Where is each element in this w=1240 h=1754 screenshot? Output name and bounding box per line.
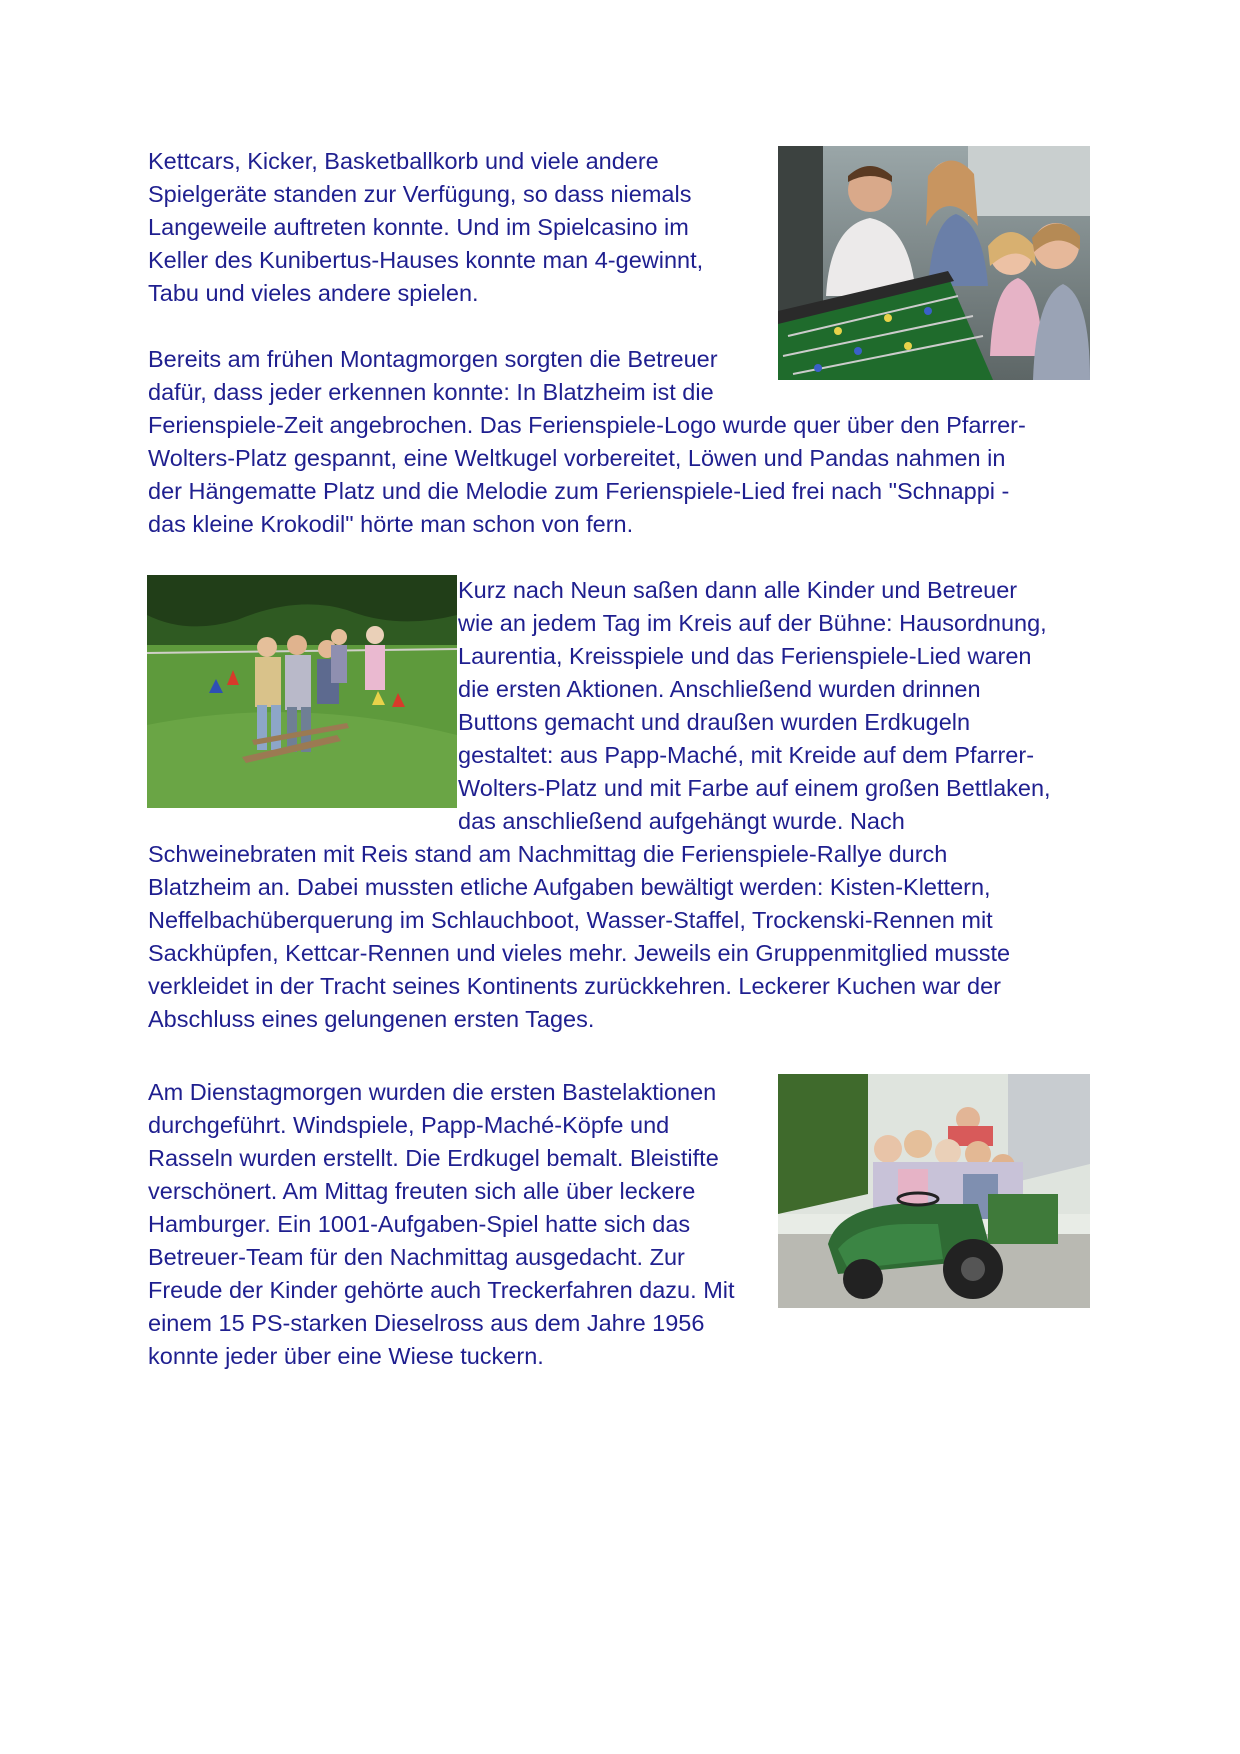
text-line: Kettcars, Kicker, Basketballkorb und viele andere bbox=[148, 148, 659, 174]
text-line: Keller des Kunibertus-Hauses konnte man 4-gewinnt, bbox=[148, 247, 704, 273]
text-line: Rasseln wurden erstellt. Die Erdkugel bemalt. Bleistifte bbox=[148, 1145, 719, 1171]
text-line: einem 15 PS-starken Dieselross aus dem Jahre 1956 bbox=[148, 1310, 705, 1336]
text-line: durchgeführt. Windspiele, Papp-Maché-Köpfe und bbox=[148, 1112, 670, 1138]
text-line: Blatzheim an. Dabei mussten etliche Aufgaben bewältigt werden: Kisten-Klettern, bbox=[148, 874, 991, 900]
text-line: wie an jedem Tag im Kreis auf der Bühne: Hausordnung, bbox=[458, 610, 1047, 636]
text-line: der Hängematte Platz und die Melodie zum Ferienspiele-Lied frei nach "Schnappi - bbox=[148, 478, 1010, 504]
text-line: gestaltet: aus Papp-Maché, mit Kreide auf dem Pfarrer- bbox=[458, 742, 1035, 768]
text-line: das kleine Krokodil" hörte man schon von fern. bbox=[148, 511, 634, 537]
text-line: die ersten Aktionen. Anschließend wurden drinnen bbox=[458, 676, 981, 702]
text-line: dafür, dass jeder erkennen konnte: In Blatzheim ist die bbox=[148, 379, 714, 405]
text-line: Tabu und vieles andere spielen. bbox=[148, 280, 479, 306]
text-line: Hamburger. Ein 1001-Aufgaben-Spiel hatte sich das bbox=[148, 1211, 691, 1237]
text-line: Schweinebraten mit Reis stand am Nachmittag die Ferienspiele-Rallye durch bbox=[148, 841, 948, 867]
text-line: Abschluss eines gelungenen ersten Tages. bbox=[148, 1006, 595, 1032]
text-line: Kurz nach Neun saßen dann alle Kinder und Betreuer bbox=[458, 577, 1018, 603]
lawn-games-photo bbox=[147, 575, 457, 808]
text-line: das anschließend aufgehängt wurde. Nach bbox=[458, 808, 905, 834]
text-line: verschönert. Am Mittag freuten sich alle über leckere bbox=[148, 1178, 696, 1204]
text-line: konnte jeder über eine Wiese tuckern. bbox=[148, 1343, 544, 1369]
text-line: Am Dienstagmorgen wurden die ersten Bastelaktionen bbox=[148, 1079, 717, 1105]
text-line: Laurentia, Kreisspiele und das Ferienspiele-Lied waren bbox=[458, 643, 1032, 669]
tractor-photo bbox=[778, 1074, 1090, 1308]
text-line: Sackhüpfen, Kettcar-Rennen und vieles mehr. Jeweils ein Gruppenmitglied musste bbox=[148, 940, 1011, 966]
text-line: Bereits am frühen Montagmorgen sorgten die Betreuer bbox=[148, 346, 718, 372]
foosball-photo bbox=[778, 146, 1090, 380]
text-line: Betreuer-Team für den Nachmittag ausgedacht. Zur bbox=[148, 1244, 685, 1270]
text-line: Neffelbachüberquerung im Schlauchboot, Wasser-Staffel, Trockenski-Rennen mit bbox=[148, 907, 993, 933]
text-line: Spielgeräte standen zur Verfügung, so dass niemals bbox=[148, 181, 692, 207]
text-line: Ferienspiele-Zeit angebrochen. Das Ferienspiele-Logo wurde quer über den Pfarrer- bbox=[148, 412, 1026, 438]
text-line: Langeweile auftreten konnte. Und im Spielcasino im bbox=[148, 214, 689, 240]
text-line: Wolters-Platz und mit Farbe auf einem großen Bettlaken, bbox=[458, 775, 1051, 801]
text-line: Buttons gemacht und draußen wurden Erdkugeln bbox=[458, 709, 971, 735]
text-line: Wolters-Platz gespannt, eine Weltkugel vorbereitet, Löwen und Pandas nahmen in bbox=[148, 445, 1006, 471]
text-line: verkleidet in der Tracht seines Kontinents zurückkehren. Leckerer Kuchen war der bbox=[148, 973, 1001, 999]
text-line: Freude der Kinder gehörte auch Treckerfahren dazu. Mit bbox=[148, 1277, 735, 1303]
